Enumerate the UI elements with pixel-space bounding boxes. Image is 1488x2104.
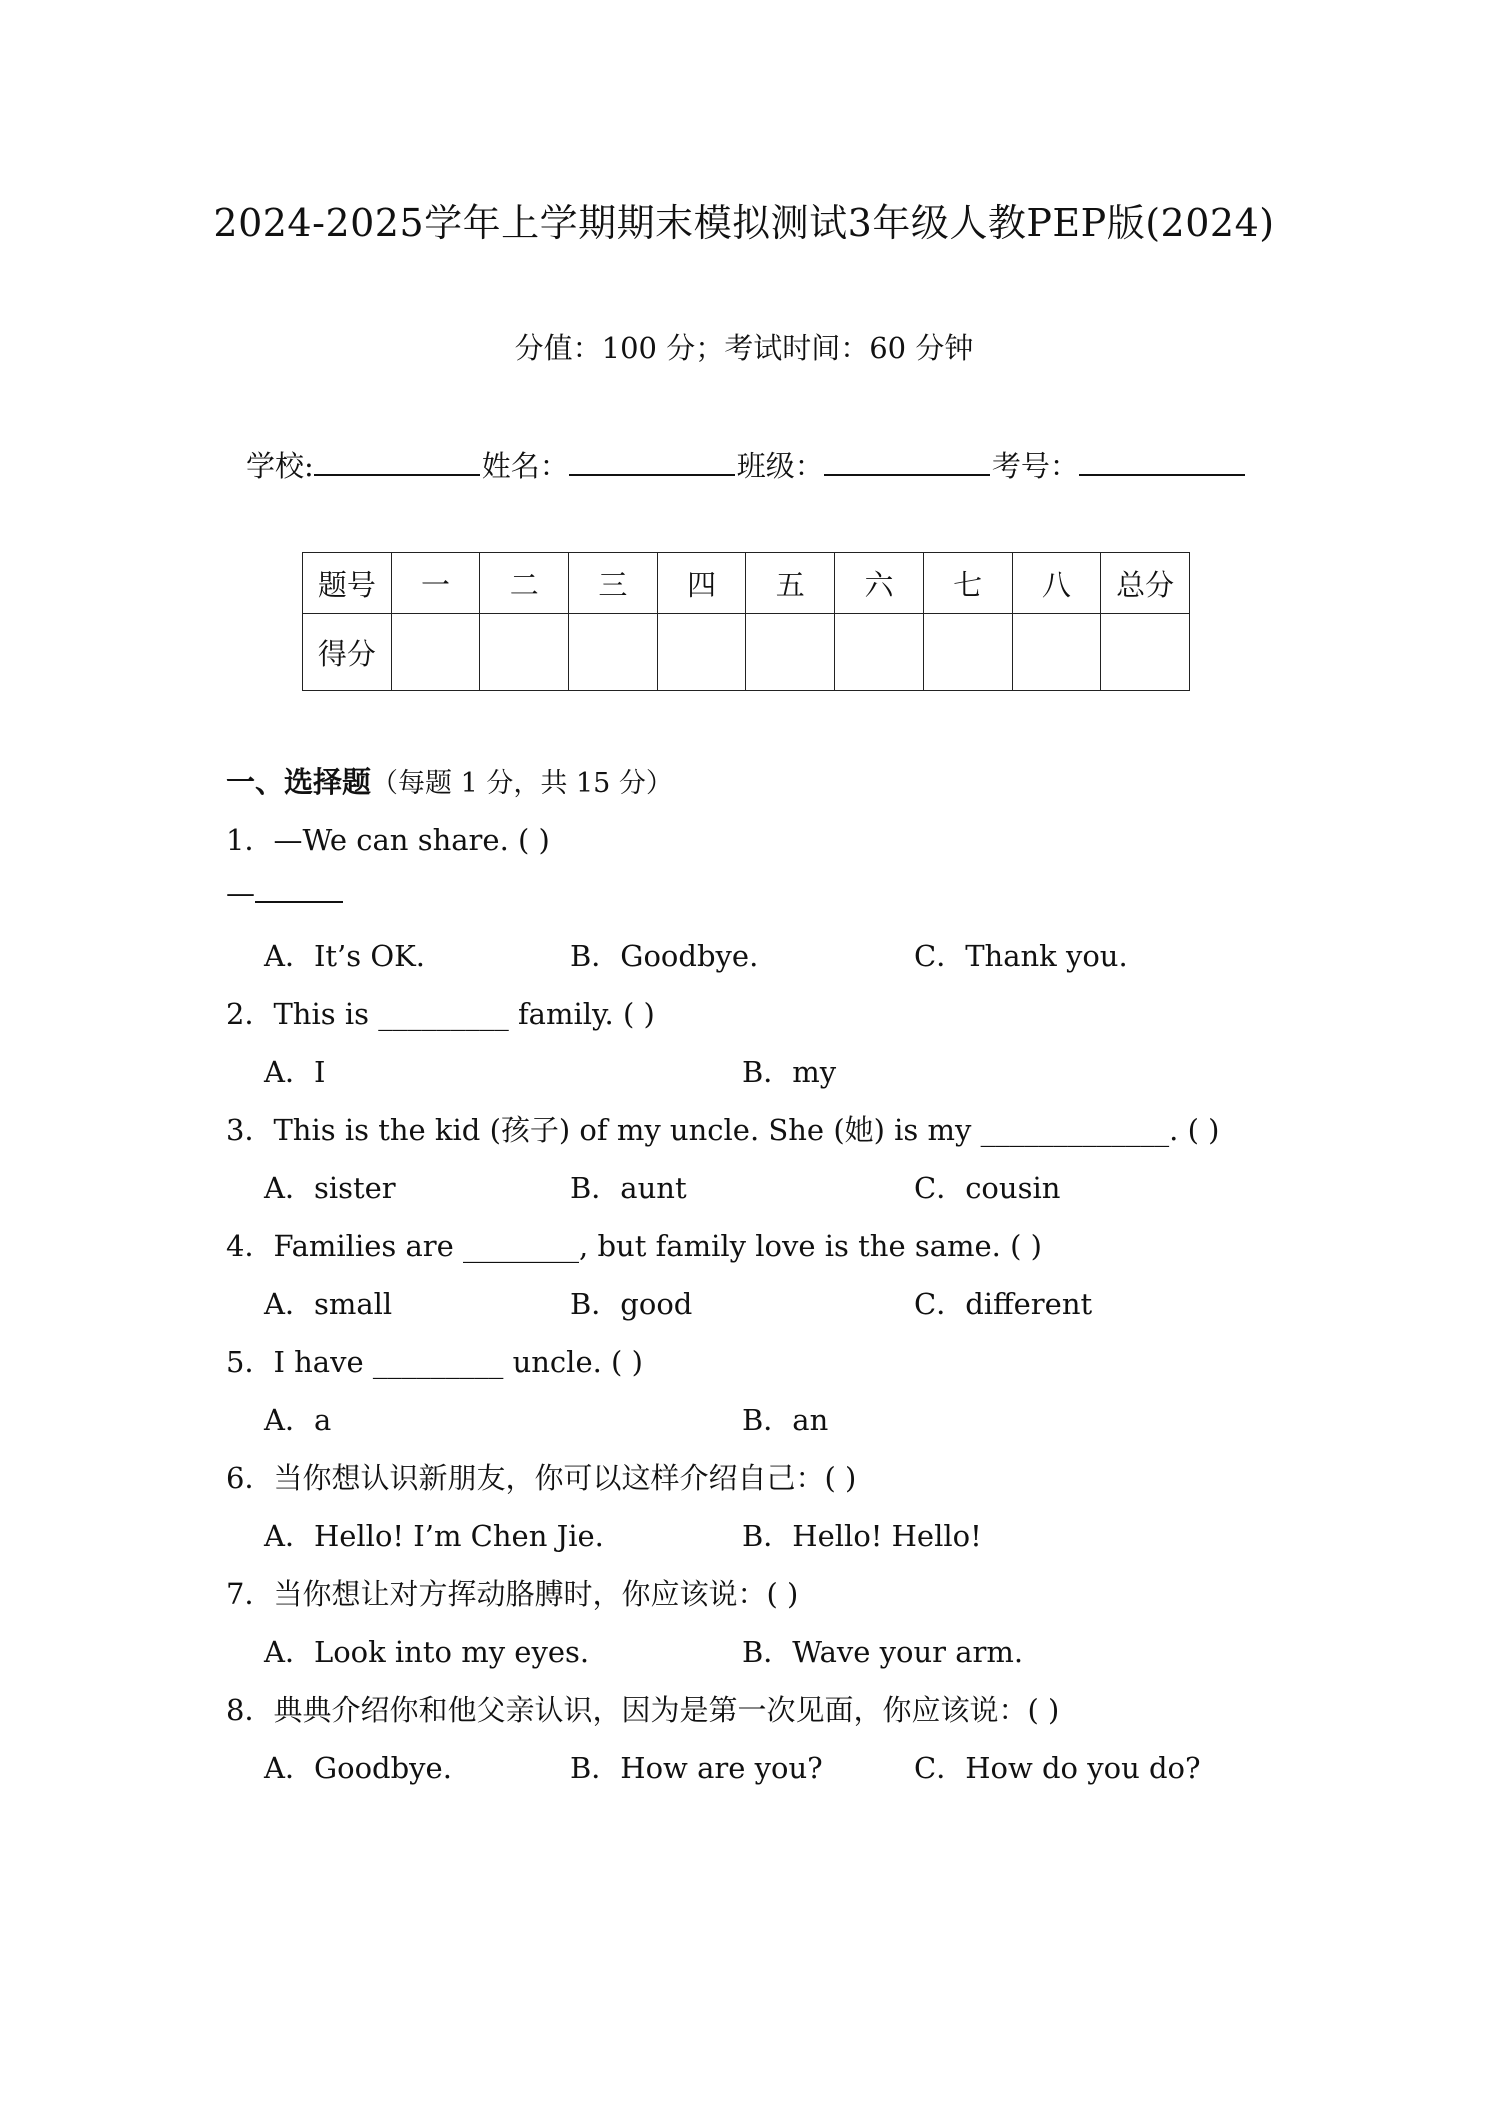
- page-title: 2024-2025学年上学期期末模拟测试3年级人教PEP版(2024): [213, 201, 1275, 245]
- option-b[interactable]: B．aunt: [570, 1171, 687, 1205]
- number-blank[interactable]: [1079, 448, 1245, 476]
- score-cell[interactable]: [569, 614, 658, 691]
- class-label: 班级：: [736, 449, 824, 483]
- section-title: [226, 760, 673, 801]
- question-stem: 2．This is _________ family. ( ): [226, 997, 655, 1031]
- score-cell[interactable]: [657, 614, 746, 691]
- school-blank[interactable]: [314, 448, 480, 476]
- option-a[interactable]: A．Hello! I’m Chen Jie.: [264, 1519, 604, 1553]
- score-table-header-cell: 六: [835, 553, 924, 614]
- score-table-header-cell: 总分: [1101, 553, 1190, 614]
- score-cell[interactable]: [480, 614, 569, 691]
- score-table-header-cell: 七: [923, 553, 1012, 614]
- option-b[interactable]: B．How are you?: [570, 1751, 823, 1785]
- score-cell[interactable]: [391, 614, 480, 691]
- option-c[interactable]: C．different: [914, 1287, 1093, 1321]
- class-blank[interactable]: [824, 448, 990, 476]
- option-b[interactable]: B．an: [742, 1403, 829, 1437]
- score-table-header-cell: 一: [391, 553, 480, 614]
- score-cell[interactable]: [923, 614, 1012, 691]
- option-b[interactable]: B．Goodbye.: [570, 939, 759, 973]
- answer-dash: —: [226, 876, 255, 910]
- score-table-header-cell: 三: [569, 553, 658, 614]
- option-a[interactable]: A．a: [264, 1403, 332, 1437]
- option-a[interactable]: A．Goodbye.: [264, 1751, 452, 1785]
- score-table-header-cell: 五: [746, 553, 835, 614]
- score-row-label: 得分: [303, 614, 392, 691]
- score-cell[interactable]: [746, 614, 835, 691]
- option-b[interactable]: B．good: [570, 1287, 693, 1321]
- question-stem: 7．当你想让对方挥动胳膊时，你应该说：( ): [226, 1577, 799, 1611]
- option-b[interactable]: B．my: [742, 1055, 837, 1089]
- section-note: （每题 1 分，共 15 分）: [371, 768, 673, 799]
- option-c[interactable]: C．cousin: [914, 1171, 1061, 1205]
- score-table-header-cell: 八: [1012, 553, 1101, 614]
- question-stem: 1．—We can share. ( ): [226, 823, 550, 857]
- question-stem: 5．I have _________ uncle. ( ): [226, 1345, 643, 1379]
- name-blank[interactable]: [569, 448, 735, 476]
- answer-line: [226, 876, 343, 910]
- exam-meta: 分值：100 分；考试时间：60 分钟: [514, 331, 974, 365]
- question-stem: 8．典典介绍你和他父亲认识，因为是第一次见面，你应该说：( ): [226, 1693, 1060, 1727]
- answer-blank[interactable]: [255, 877, 343, 903]
- score-table-header-row: [303, 553, 1190, 614]
- score-table-header-cell: 二: [480, 553, 569, 614]
- option-c[interactable]: C．Thank you.: [914, 939, 1128, 973]
- question-stem: 3．This is the kid (孩子) of my uncle. She (她) is my _____________. ( ): [226, 1113, 1220, 1147]
- score-table-header-cell: 四: [657, 553, 746, 614]
- question-stem: 6．当你想认识新朋友，你可以这样介绍自己：( ): [226, 1461, 857, 1495]
- score-table-score-row: [303, 614, 1190, 691]
- school-label: 学校:: [246, 449, 314, 483]
- option-a[interactable]: A．I: [264, 1055, 326, 1089]
- name-label: 姓名：: [481, 449, 569, 483]
- option-b[interactable]: B．Wave your arm.: [742, 1635, 1024, 1669]
- option-a[interactable]: A．It’s OK.: [264, 939, 426, 973]
- student-info-line: [246, 444, 1246, 485]
- score-table-header-cell: 题号: [303, 553, 392, 614]
- score-cell[interactable]: [1012, 614, 1101, 691]
- option-a[interactable]: A．small: [264, 1287, 393, 1321]
- score-table: [302, 552, 1190, 691]
- option-b[interactable]: B．Hello! Hello!: [742, 1519, 982, 1553]
- option-a[interactable]: A．Look into my eyes.: [264, 1635, 590, 1669]
- number-label: 考号：: [991, 449, 1079, 483]
- score-cell[interactable]: [1101, 614, 1190, 691]
- score-cell[interactable]: [835, 614, 924, 691]
- option-c[interactable]: C．How do you do?: [914, 1751, 1201, 1785]
- section-heading: 一、选择题: [226, 765, 372, 799]
- question-stem: 4．Families are ________, but family love is the same. ( ): [226, 1229, 1042, 1263]
- option-a[interactable]: A．sister: [264, 1171, 396, 1205]
